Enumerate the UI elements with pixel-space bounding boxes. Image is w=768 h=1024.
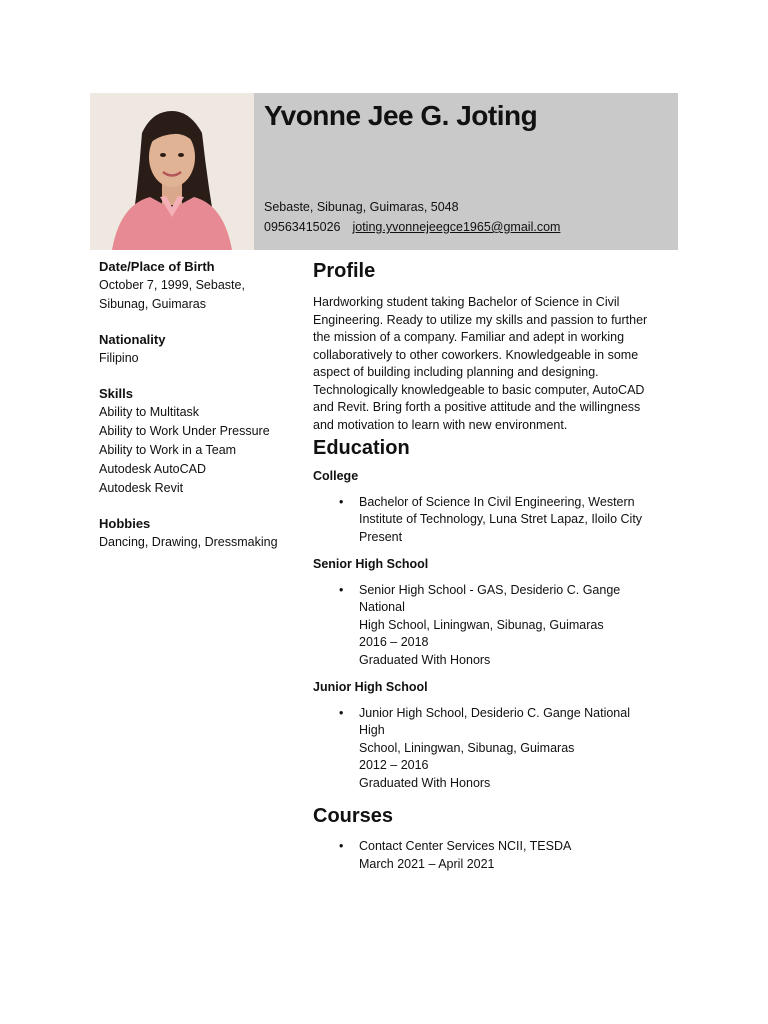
courses-list xyxy=(313,838,658,873)
entry-line: High School, Liningwan, Sibunag, Guimaras xyxy=(359,617,604,632)
entry-line: Present xyxy=(359,529,403,544)
birth-heading: Date/Place of Birth xyxy=(99,259,215,274)
profile-heading: Profile xyxy=(313,260,376,282)
resume-header xyxy=(90,93,678,250)
list-item xyxy=(339,705,658,793)
nationality-value: Filipino xyxy=(99,351,139,365)
courses-heading: Courses xyxy=(313,805,394,827)
hobbies-value: Dancing, Drawing, Dressmaking xyxy=(99,535,278,549)
entry-line: March 2021 – April 2021 xyxy=(359,856,495,871)
entry-line: 2016 – 2018 xyxy=(359,635,429,649)
college-label: College xyxy=(313,469,359,483)
address: Sebaste, Sibunag, Guimaras, 5048 xyxy=(264,200,459,214)
senior-high-list xyxy=(313,582,658,670)
junior-high-list xyxy=(313,705,658,793)
entry-line: Graduated With Honors xyxy=(359,775,491,790)
skill-item: Ability to Work Under Pressure xyxy=(99,424,270,438)
list-item xyxy=(339,494,658,547)
hobbies-heading: Hobbies xyxy=(99,516,151,531)
skill-item: Ability to Work in a Team xyxy=(99,443,237,457)
email-link[interactable]: joting.yvonnejeegce1965@gmail.com xyxy=(352,220,561,234)
birth-line: October 7, 1999, Sebaste, xyxy=(99,278,245,292)
entry-line: Contact Center Services NCII, TESDA xyxy=(359,839,572,853)
junior-high-label: Junior High School xyxy=(313,680,428,694)
nationality-heading: Nationality xyxy=(99,332,166,347)
entry-line: Senior High School - GAS, Desiderio C. Gange National xyxy=(359,582,621,614)
list-item xyxy=(339,838,658,873)
entry-line: Graduated With Honors xyxy=(359,652,491,667)
candidate-name: Yvonne Jee G. Joting xyxy=(264,100,538,131)
entry-line: Junior High School, Desiderio C. Gange National High xyxy=(359,705,630,737)
right-column xyxy=(313,257,658,883)
bullet-icon: • xyxy=(339,839,344,853)
college-list xyxy=(313,494,658,547)
profile-text: Hardworking student taking Bachelor of Science in Civil Engineering. Ready to utilize my skills and passion to further the mission of a company. Familiar and adept in working collaboratively to other coworkers. Knowledgeable in some aspect of building including planning and designing. Technologically knowledgeable to basic computer, AutoCAD and Revit. Bring forth a positive attitude and the willingness and motivation to learn with new environment. xyxy=(313,295,648,432)
skills-heading: Skills xyxy=(99,386,133,401)
phone-number: 09563415026 xyxy=(264,220,341,234)
entry-line: Institute of Technology, Luna Stret Lapaz, Iloilo City xyxy=(359,512,643,526)
entry-line: 2012 – 2016 xyxy=(359,758,429,772)
senior-high-label: Senior High School xyxy=(313,557,429,571)
list-item xyxy=(339,582,658,670)
left-column xyxy=(99,257,294,552)
skill-item: Autodesk AutoCAD xyxy=(99,462,207,476)
skill-item: Ability to Multitask xyxy=(99,405,200,419)
bullet-icon: • xyxy=(339,705,344,720)
entry-line: Bachelor of Science In Civil Engineering, Western xyxy=(359,494,635,509)
entry-line: School, Liningwan, Sibunag, Guimaras xyxy=(359,740,575,755)
bullet-icon: • xyxy=(339,582,344,597)
contact-line xyxy=(264,220,560,234)
bullet-icon: • xyxy=(339,494,344,509)
profile-photo xyxy=(90,93,254,250)
skill-item: Autodesk Revit xyxy=(99,481,184,495)
birth-line: Sibunag, Guimaras xyxy=(99,297,207,311)
education-heading: Education xyxy=(313,437,410,459)
